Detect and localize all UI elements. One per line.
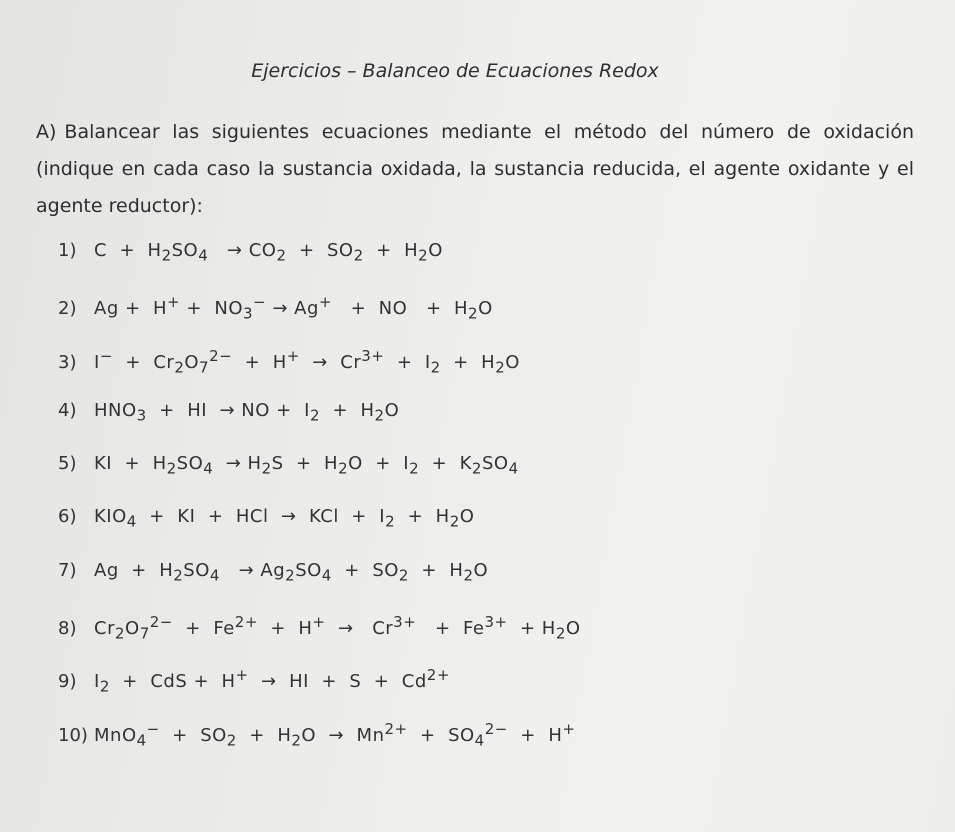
equation-item — [58, 666, 918, 719]
equation-number: 5) — [58, 453, 77, 475]
instruction-paragraph — [36, 114, 914, 225]
instruction-text: Balancear las siguientes ecuaciones mediante el método del número de oxidación (indique en cada caso la sustancia oxidada, la sustancia reducida, el agente oxidante y el agente reductor): — [36, 121, 914, 217]
equation-item — [58, 400, 918, 453]
equation-number: 8) — [58, 618, 77, 640]
equation-number: 6) — [58, 506, 77, 528]
equation-number: 10) — [58, 724, 88, 746]
equation-expression: $Cr_2O_7^{2-} + Fe^{2+} + H^+ \to Cr^{3+} + Fe^{3+} + H_2O$ — [94, 613, 581, 643]
section-label: A) — [36, 121, 57, 143]
equation-number: 9) — [58, 671, 77, 693]
equation-expression: $MnO_4^- + SO_2 + H_2O \to Mn^{2+} + SO_4^{2-} + H^+$ — [94, 719, 576, 750]
equation-expression: KI + $H_2SO_4 \to H_2S + H_2O + I_2 + K_2SO_4$ — [94, 453, 519, 478]
equation-expression: $KIO_4$ + KI + HCl → KCl + $I_2 + H_2O$ — [94, 506, 475, 532]
equation-number: 2) — [58, 298, 77, 320]
equation-number: 4) — [58, 399, 77, 421]
equation-item — [58, 293, 918, 346]
equation-item — [58, 347, 918, 400]
equation-expression: $C + H_2SO_4 \to CO_2 + SO_2 + H_2O$ — [94, 240, 443, 265]
equation-item — [58, 613, 918, 666]
equation-item — [58, 453, 918, 506]
equation-number: 3) — [58, 351, 77, 373]
equation-expression: $I^- + Cr_2O_7^{2-} + H^+ \to Cr^{3+} + I_2 + H_2O$ — [94, 346, 520, 377]
equation-number: 1) — [58, 240, 77, 261]
equation-expression: $Ag + H_2SO_4 \to Ag_2SO_4 + SO_2 + H_2O$ — [94, 559, 489, 585]
equation-item — [58, 560, 918, 613]
equation-number: 7) — [58, 559, 77, 581]
equation-item — [58, 720, 918, 773]
equation-expression: $I_2$ + CdS + H+ → HI + $S + Cd^{2+}$ — [94, 666, 450, 696]
equation-list — [58, 240, 918, 773]
equation-item — [58, 506, 918, 559]
equation-item — [58, 240, 918, 293]
equation-expression: $HNO_3$ + HI → NO + $I_2 + H_2O$ — [94, 399, 400, 425]
equation-expression: $Ag + H^+ + NO_3^- \to Ag^+$ + NO + $H_2O$ — [94, 293, 493, 323]
page-title: Ejercicios – Balanceo de Ecuaciones Redox — [251, 60, 659, 82]
